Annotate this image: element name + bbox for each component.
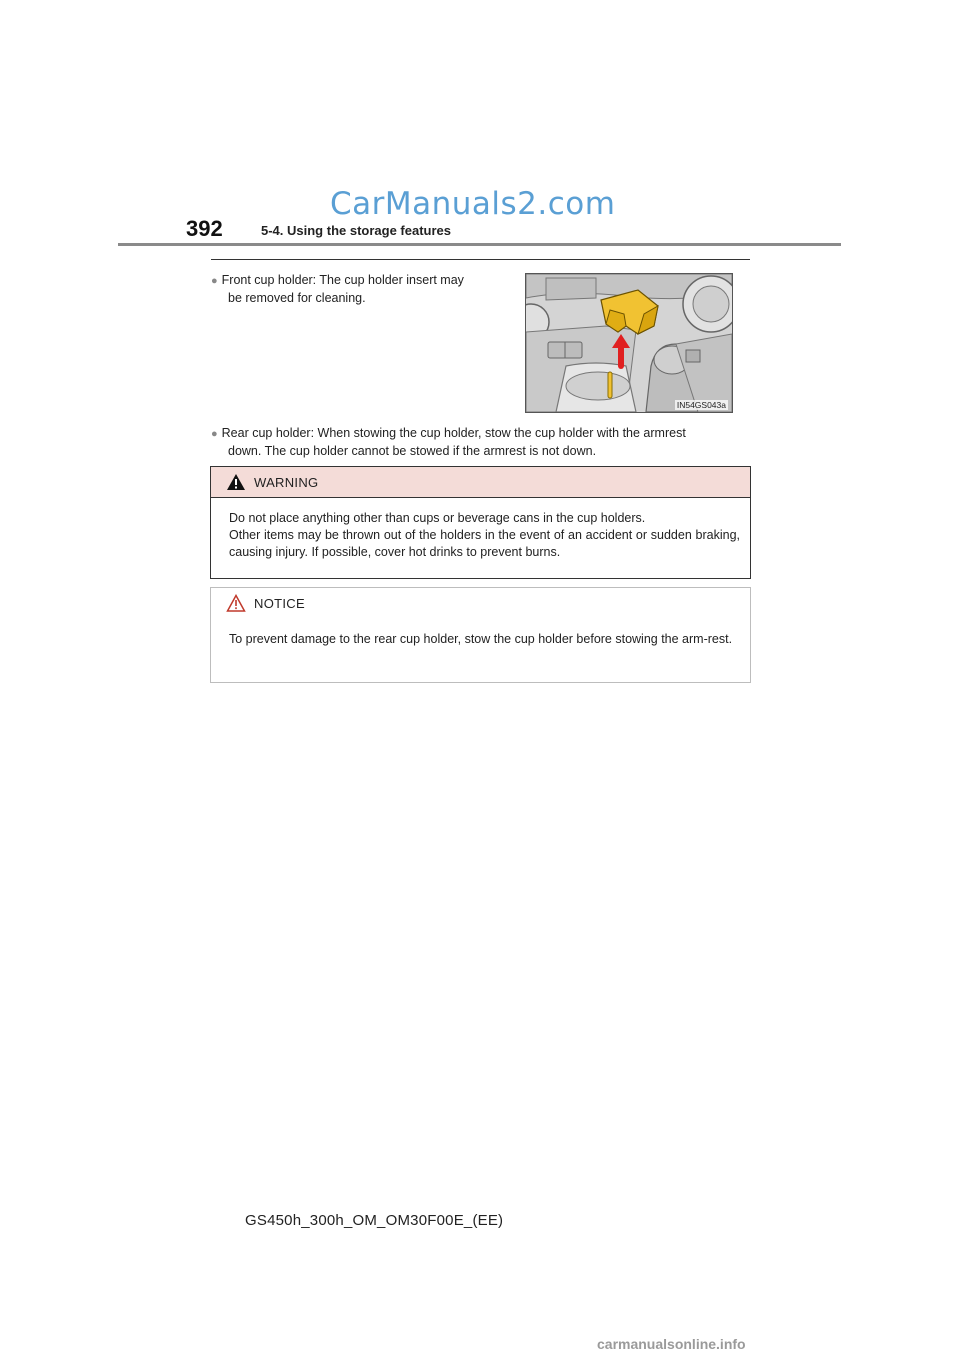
section-title: 5-4. Using the storage features (261, 223, 451, 238)
bullet-text-line1: Front cup holder: The cup holder insert may (221, 273, 464, 287)
warning-header (211, 467, 750, 498)
notice-body: To prevent damage to the rear cup holder, stow the cup holder before stowing the arm-rest. (229, 632, 733, 646)
watermark-bottom[interactable]: carmanualsonline.info (597, 1336, 746, 1352)
bullet-dot-icon: ● (211, 428, 218, 440)
warning-box (210, 466, 751, 579)
warning-triangle-icon (226, 473, 246, 491)
content-rule (211, 259, 750, 260)
figure-code: IN54GS043a (676, 400, 726, 410)
watermark-top[interactable]: CarManuals2.com (330, 186, 616, 222)
document-code-footer: GS450h_300h_OM_OM30F00E_(EE) (245, 1212, 504, 1229)
bullet-text-line2: be removed for cleaning. (228, 291, 366, 305)
bullet-text-line1: Rear cup holder: When stowing the cup holder, stow the cup holder with the armrest (221, 426, 686, 440)
notice-box (210, 587, 751, 683)
bullet-front-cup-holder (211, 272, 515, 307)
warning-text-line2: Other items may be thrown out of the holders in the event of an accident or sudden braking, causing injury. If possible, cover hot drinks to prevent burns. (229, 528, 740, 559)
notice-title: NOTICE (254, 596, 305, 611)
bullet-text-line2: down. The cup holder cannot be stowed if the armrest is not down. (228, 444, 597, 458)
header-rule (118, 243, 841, 246)
page-number: 392 (186, 216, 223, 241)
cup-holder-illustration (525, 273, 733, 413)
bullet-rear-cup-holder (211, 425, 750, 460)
notice-header (211, 588, 750, 618)
warning-text-line1: Do not place anything other than cups or beverage cans in the cup holders. (229, 511, 646, 525)
notice-triangle-icon (226, 594, 246, 612)
bullet-dot-icon: ● (211, 275, 218, 287)
warning-body (229, 510, 740, 561)
cup-holder-drawing (526, 274, 732, 412)
warning-title: WARNING (254, 475, 319, 490)
